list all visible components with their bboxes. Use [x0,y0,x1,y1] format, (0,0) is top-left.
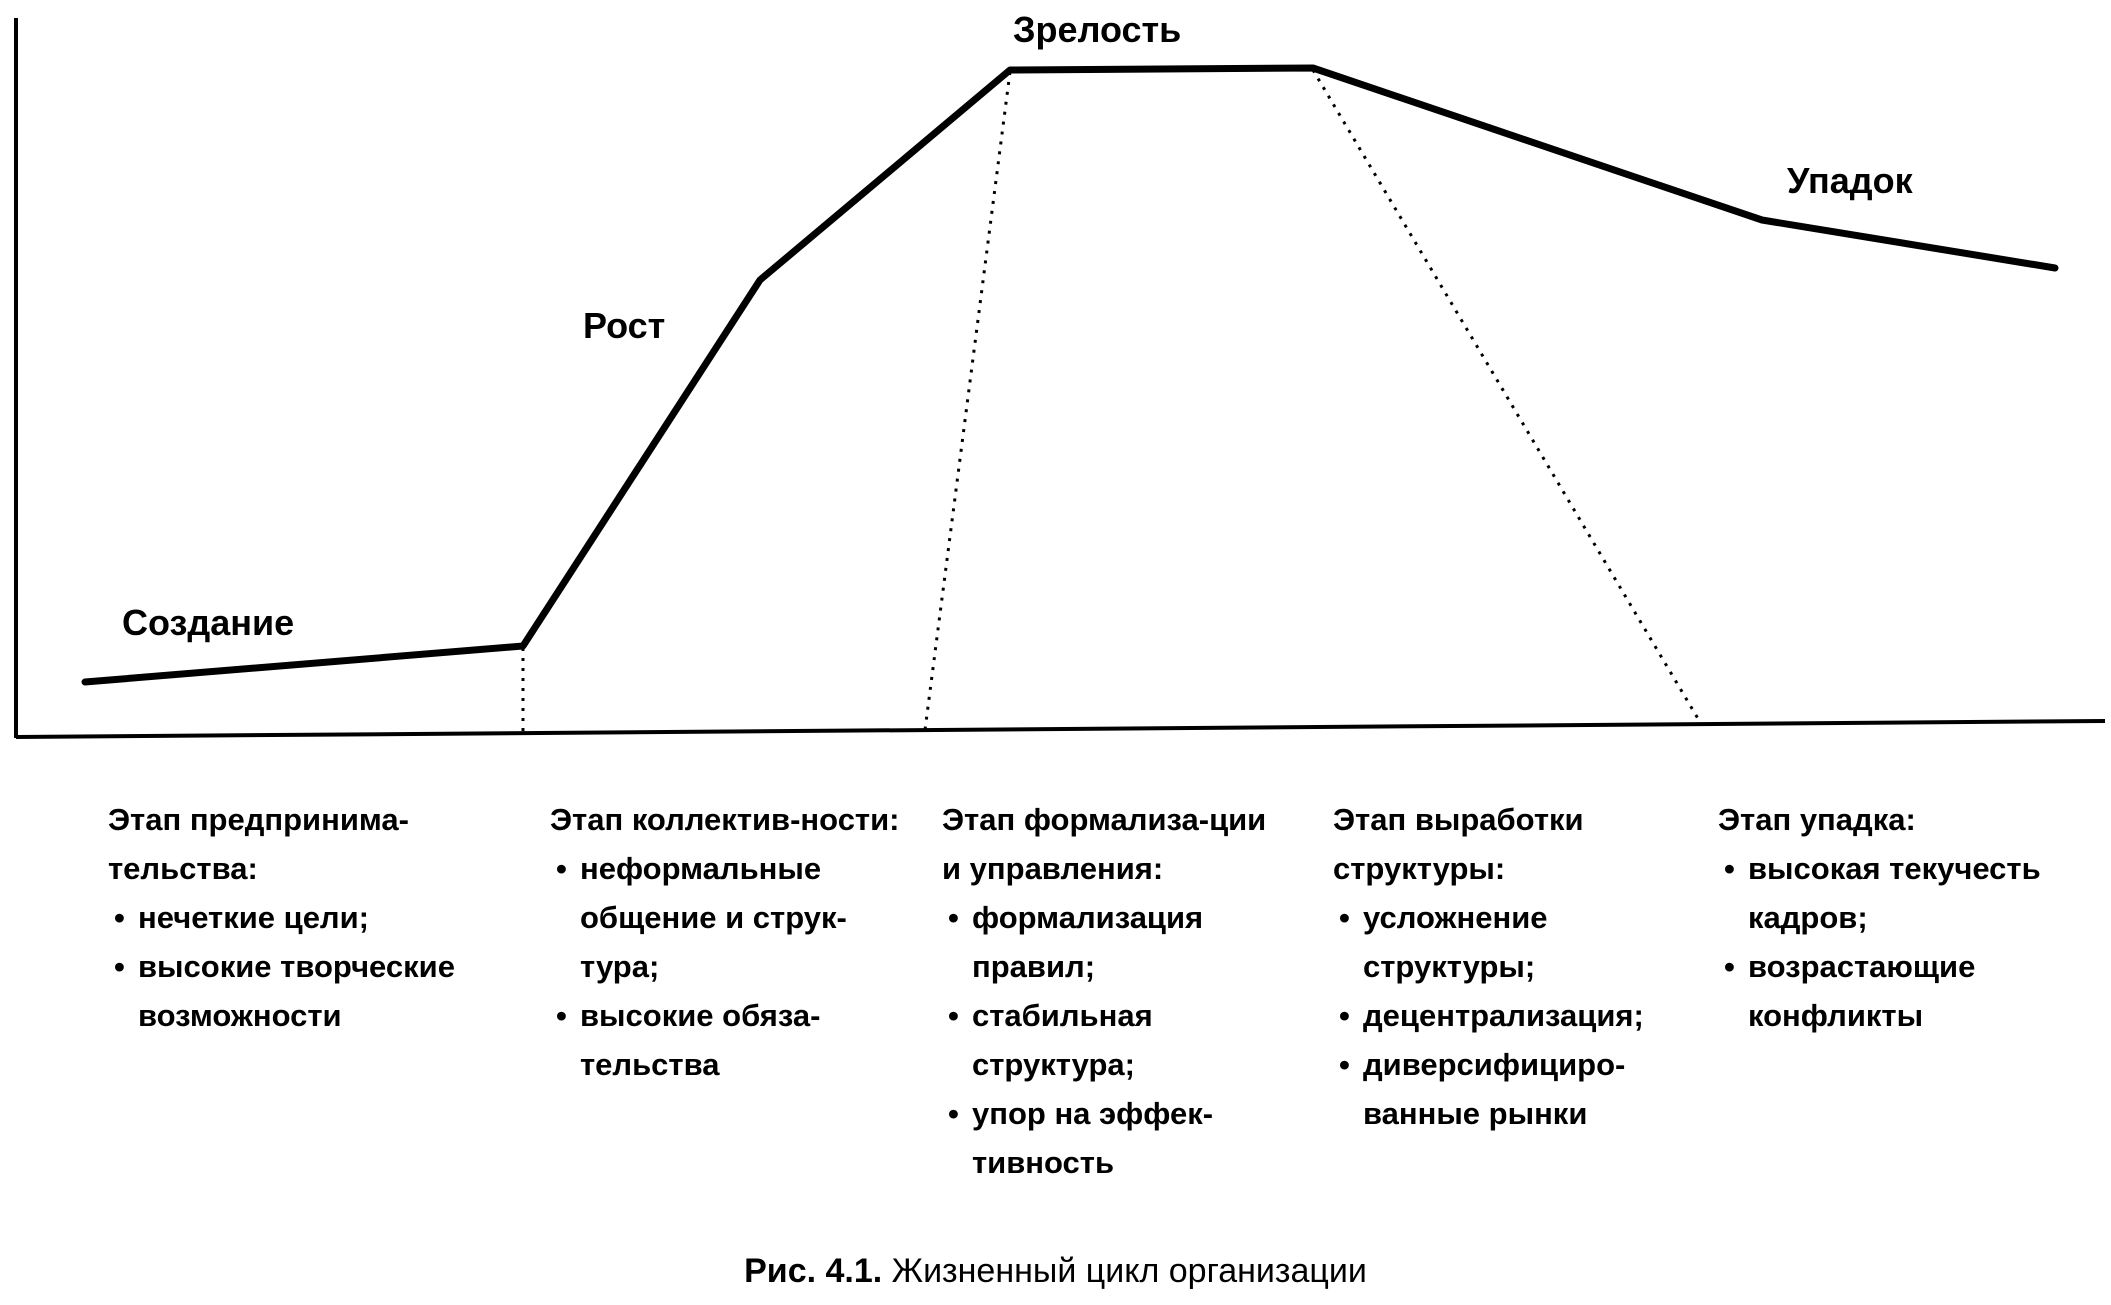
stage-column-formalization [942,795,1292,1187]
stage-heading: Этап формализа-ции и управления: [942,802,1267,886]
divider-3 [1313,70,1700,722]
stage-label-decline: Упадок [1787,160,1913,201]
list-item: • упор на эффек-тивность [942,1089,1292,1187]
stage-items [942,893,1292,1187]
stage-heading: Этап предпринима-тельства: [108,802,409,886]
list-item: • высокие творческие возможности [108,942,508,1040]
list-item: • высокие обяза-тельства [550,991,900,1089]
x-axis [16,721,2105,737]
stage-items [108,893,508,1040]
list-item: • нечеткие цели; [108,893,508,942]
list-item: • усложнение структуры; [1333,893,1693,991]
list-item: • децентрализация; [1333,991,1693,1040]
stage-column-structure [1333,795,1693,1138]
stage-heading: Этап коллектив-ности: [550,802,900,837]
figure-number: Рис. 4.1. [744,1252,883,1290]
stage-label-creation: Создание [122,602,295,643]
stage-items [550,844,900,1089]
stage-column-collectivity [550,795,900,1089]
list-item: • неформальные общение и струк-тура; [550,844,900,991]
list-item: • стабильная структура; [942,991,1292,1089]
stage-column-entrepreneurship [108,795,508,1040]
stage-heading: Этап упадка: [1718,802,1916,837]
life-cycle-curve [85,68,2055,682]
list-item: • высокая текучесть кадров; [1718,844,2088,942]
stage-label-maturity: Зрелость [1013,9,1182,50]
stage-column-decline [1718,795,2088,1040]
divider-2 [925,72,1010,730]
list-item: • возрастающие конфликты [1718,942,2088,1040]
figure-caption [0,1252,2111,1291]
stage-items [1718,844,2088,1040]
stage-label-growth: Рост [583,305,666,346]
stage-items [1333,893,1693,1138]
list-item: • диверсифициро-ванные рынки [1333,1040,1693,1138]
figure-title: Жизненный цикл организации [891,1252,1367,1290]
list-item: • формализация правил; [942,893,1292,991]
stage-heading: Этап выработки структуры: [1333,802,1584,886]
